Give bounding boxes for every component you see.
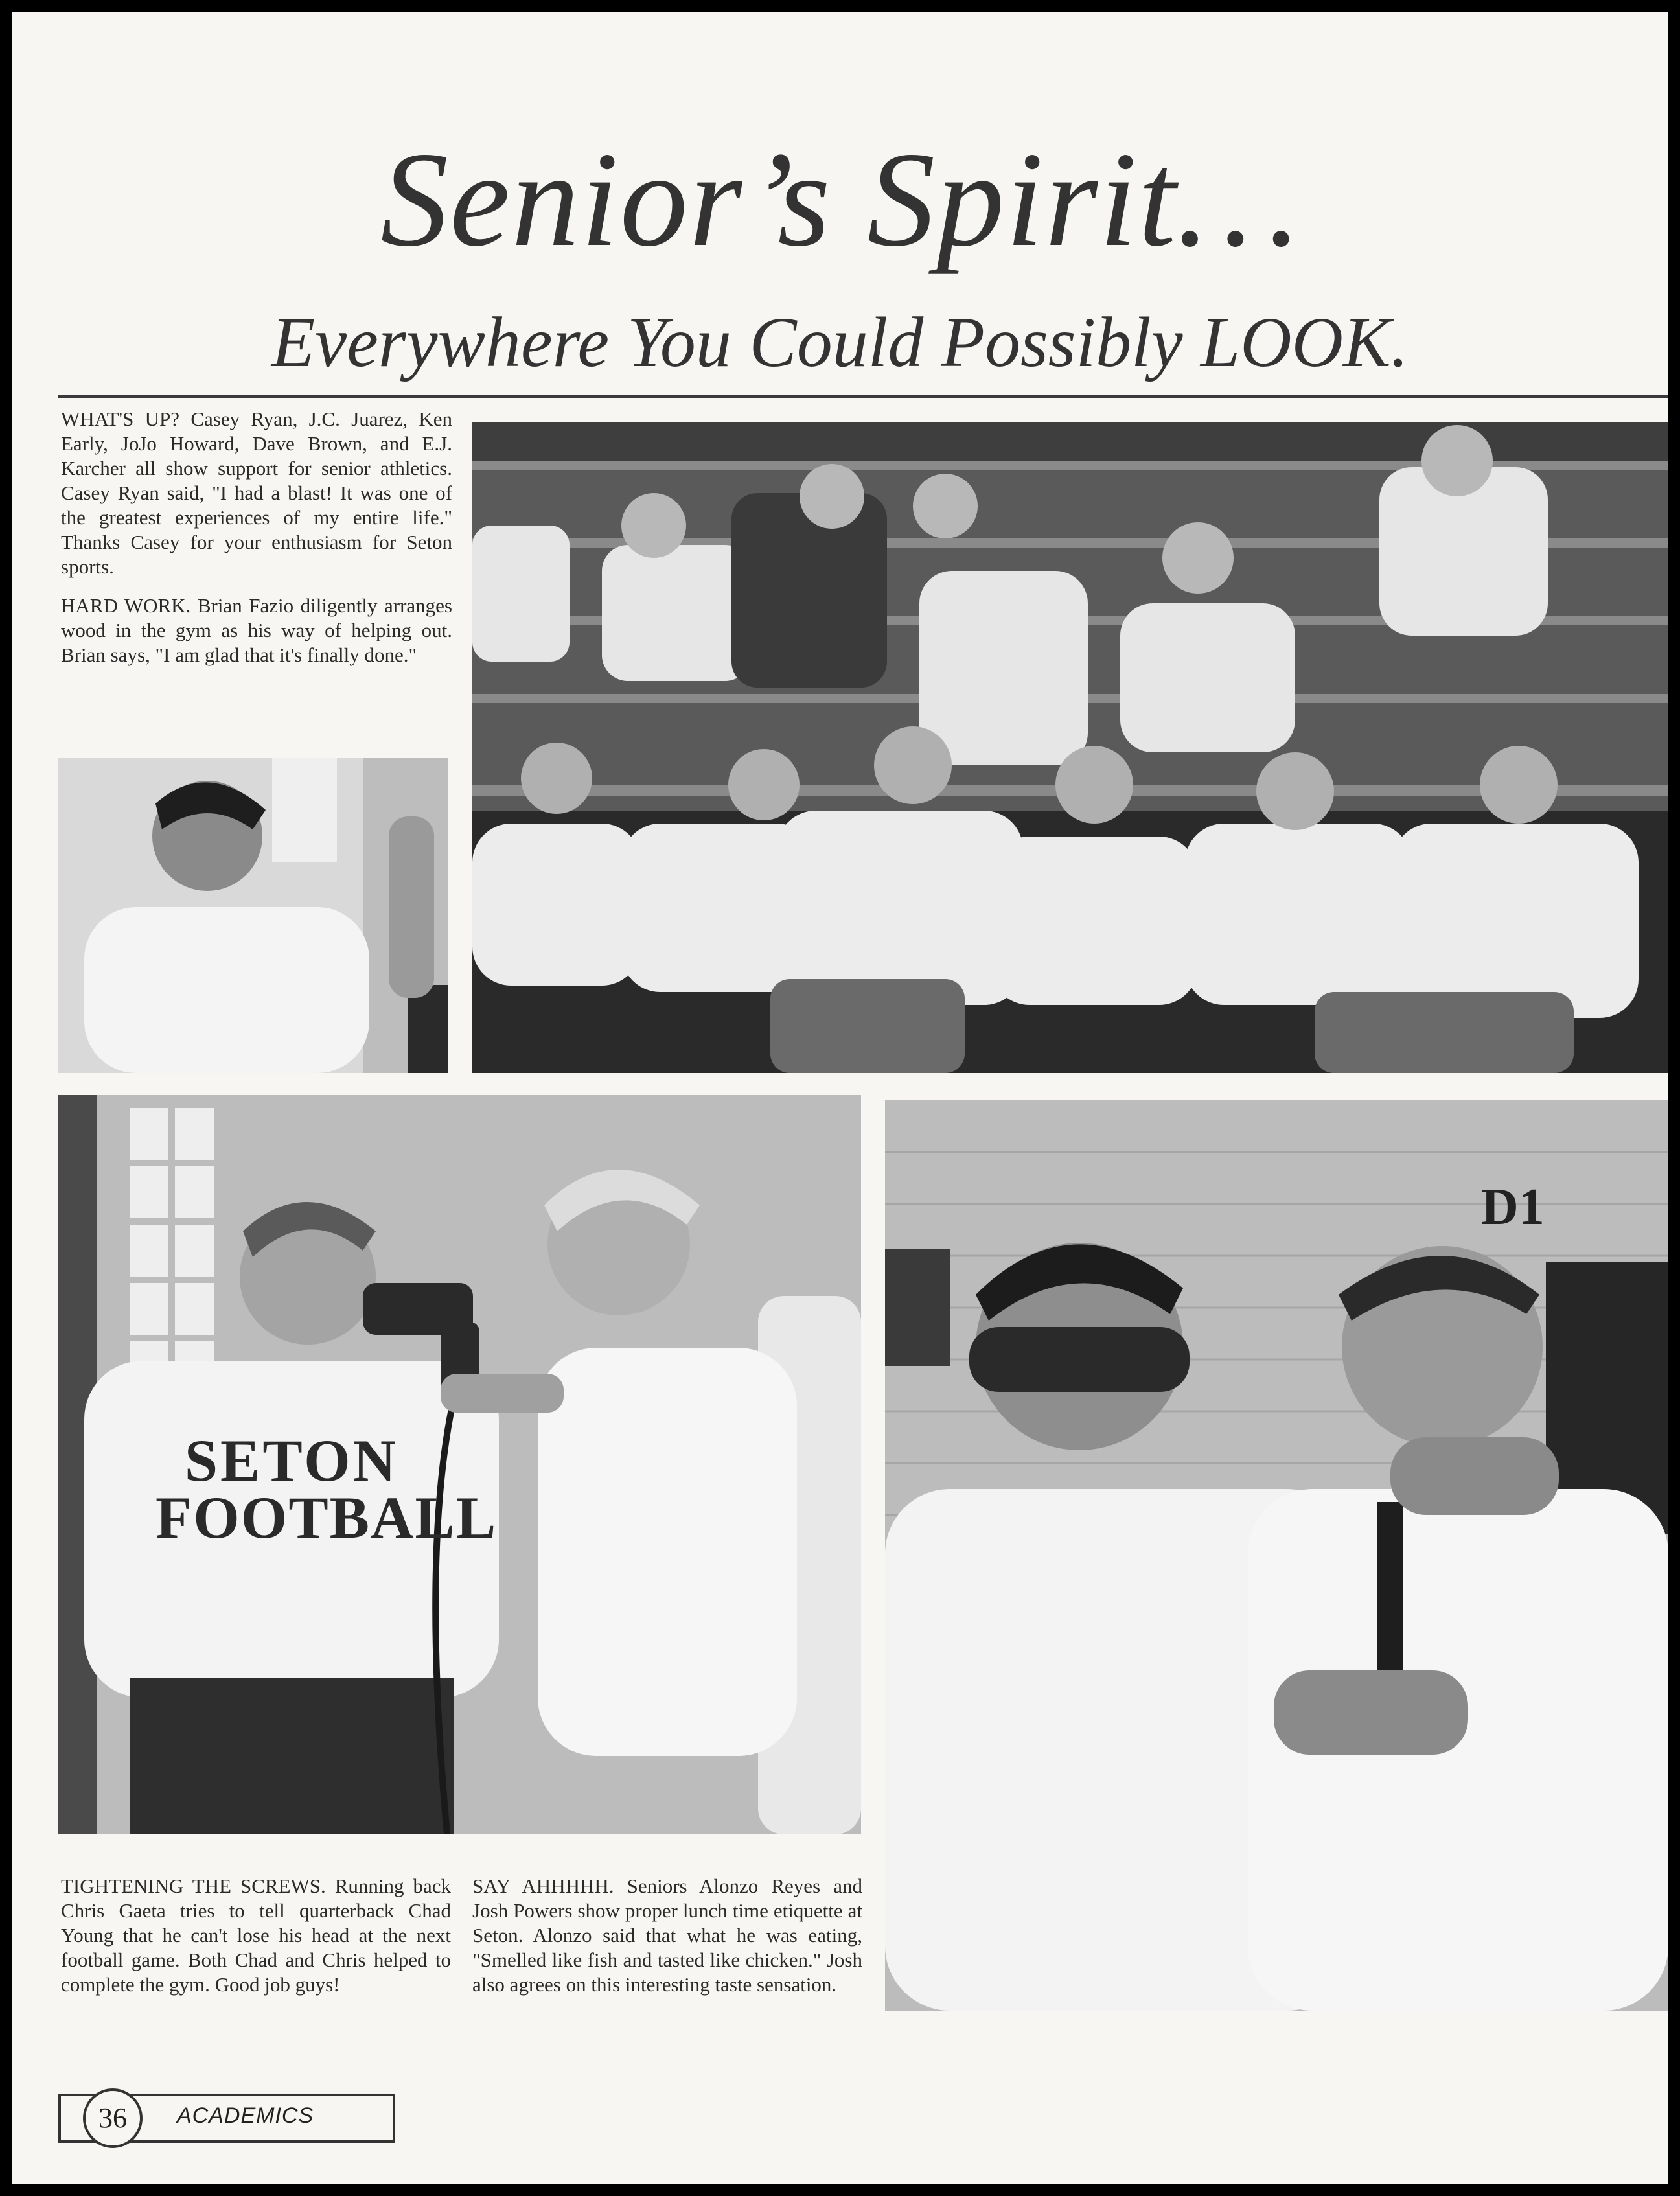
photo-brian-fazio <box>58 758 448 1073</box>
caption-tightening: TIGHTENING THE SCREWS. Running back Chris Gaeta tries to tell quarterback Chad Young that he can't lose his head at the next football game. Both Chad and Chris helped to complete the gym. Good job guys! <box>61 1875 451 1996</box>
shirt-text <box>155 1427 498 1551</box>
photo-lunch <box>885 1100 1668 2011</box>
photo-bleachers-group <box>472 422 1668 1073</box>
caption-column-top <box>61 407 452 682</box>
section-label: ACADEMICS <box>177 2103 314 2128</box>
page-number: 36 <box>83 2088 143 2148</box>
caption-hard-work: HARD WORK. Brian Fazio diligently arranges wood in the gym as his way of helping out. Brian says, "I am glad that it's finally done." <box>61 594 452 666</box>
yearbook-page <box>12 12 1668 2184</box>
page-subtitle: Everywhere You Could Possibly LOOK. <box>271 303 1409 382</box>
page-title: Senior’s Spirit… <box>380 124 1300 275</box>
door-sign: D1 <box>1481 1179 1545 1236</box>
header-rule <box>58 395 1668 398</box>
shirt-text-line2: FOOTBALL <box>155 1485 498 1551</box>
photo-drill <box>58 1095 861 1834</box>
caption-whats-up: WHAT'S UP? Casey Ryan, J.C. Juarez, Ken Early, JoJo Howard, Dave Brown, and E.J. Karcher all show support for senior athletics. Casey Ryan said, "I had a blast! It was one of the greatest experiences of my entire life." Thanks Casey for your enthusiasm for Seton sports. <box>61 408 452 578</box>
caption-say-ahh: SAY AHHHHH. Seniors Alonzo Reyes and Josh Powers show proper lunch time etiquette at Seton. Alonzo said that what he was eating, "Smelled like fish and tasted like chicken." Josh also agrees on this interesting taste sensation. <box>472 1875 862 1996</box>
shirt-text-line1: SETON <box>184 1427 399 1494</box>
